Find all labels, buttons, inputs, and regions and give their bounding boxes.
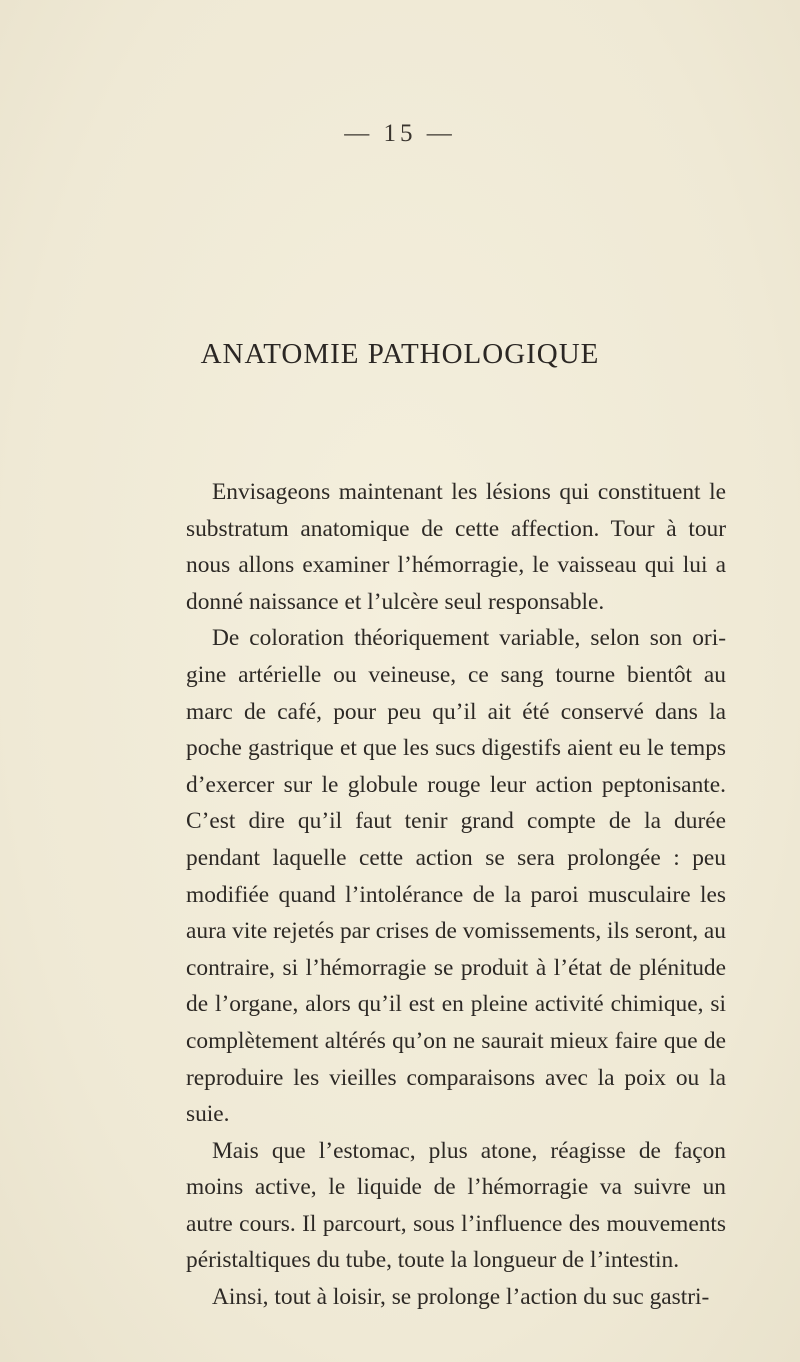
chapter-title: ANATOMIE PATHOLOGIQUE [200, 338, 600, 370]
page-number: — 15 — [344, 120, 456, 147]
paragraph: Ainsi, tout à loisir, se prolonge l’action du suc gastri- [212, 1284, 710, 1311]
body-text [186, 474, 726, 1316]
paragraph: De coloration théoriquement variable, selon son origine artérielle ou veineuse, ce sang tourne bientôt au marc de café, pour peu qu’il ait été conservé dans la poche gastrique et que les sucs digestifs aient eu le temps d’exercer sur le globule rouge leur action peptonisante. C’est dire qu’il faut tenir grand compte de la durée pendant laquelle cette action se sera prolongée : peu modifiée quand l’intolérance de la paroi musculaire les aura vite rejetés par crises de vomissements, ils seront, au contraire, si l’hémorragie se produit à l’état de plénitude de l’organe, alors qu’il est en pleine activité chimique, si complètement altérés qu’on ne saurait mieux faire que de reproduire les vieilles comparaisons avec la poix ou la suie. [186, 625, 726, 1128]
paragraph: Mais que l’estomac, plus atone, réagisse de façon moins active, le liquide de l’hémorragie va suivre un autre cours. Il parcourt, sous l’influence des mouvements péristaltiques du tube, toute la longueur de l’intestin. [186, 1137, 726, 1274]
paragraph: Envisageons maintenant les lésions qui constituent le substratum anatomique de cette affection. Tour à tour nous allons examiner l’hémorragie, le vaisseau qui lui a donné naissance et l’ulcère seul responsable. [186, 479, 726, 615]
